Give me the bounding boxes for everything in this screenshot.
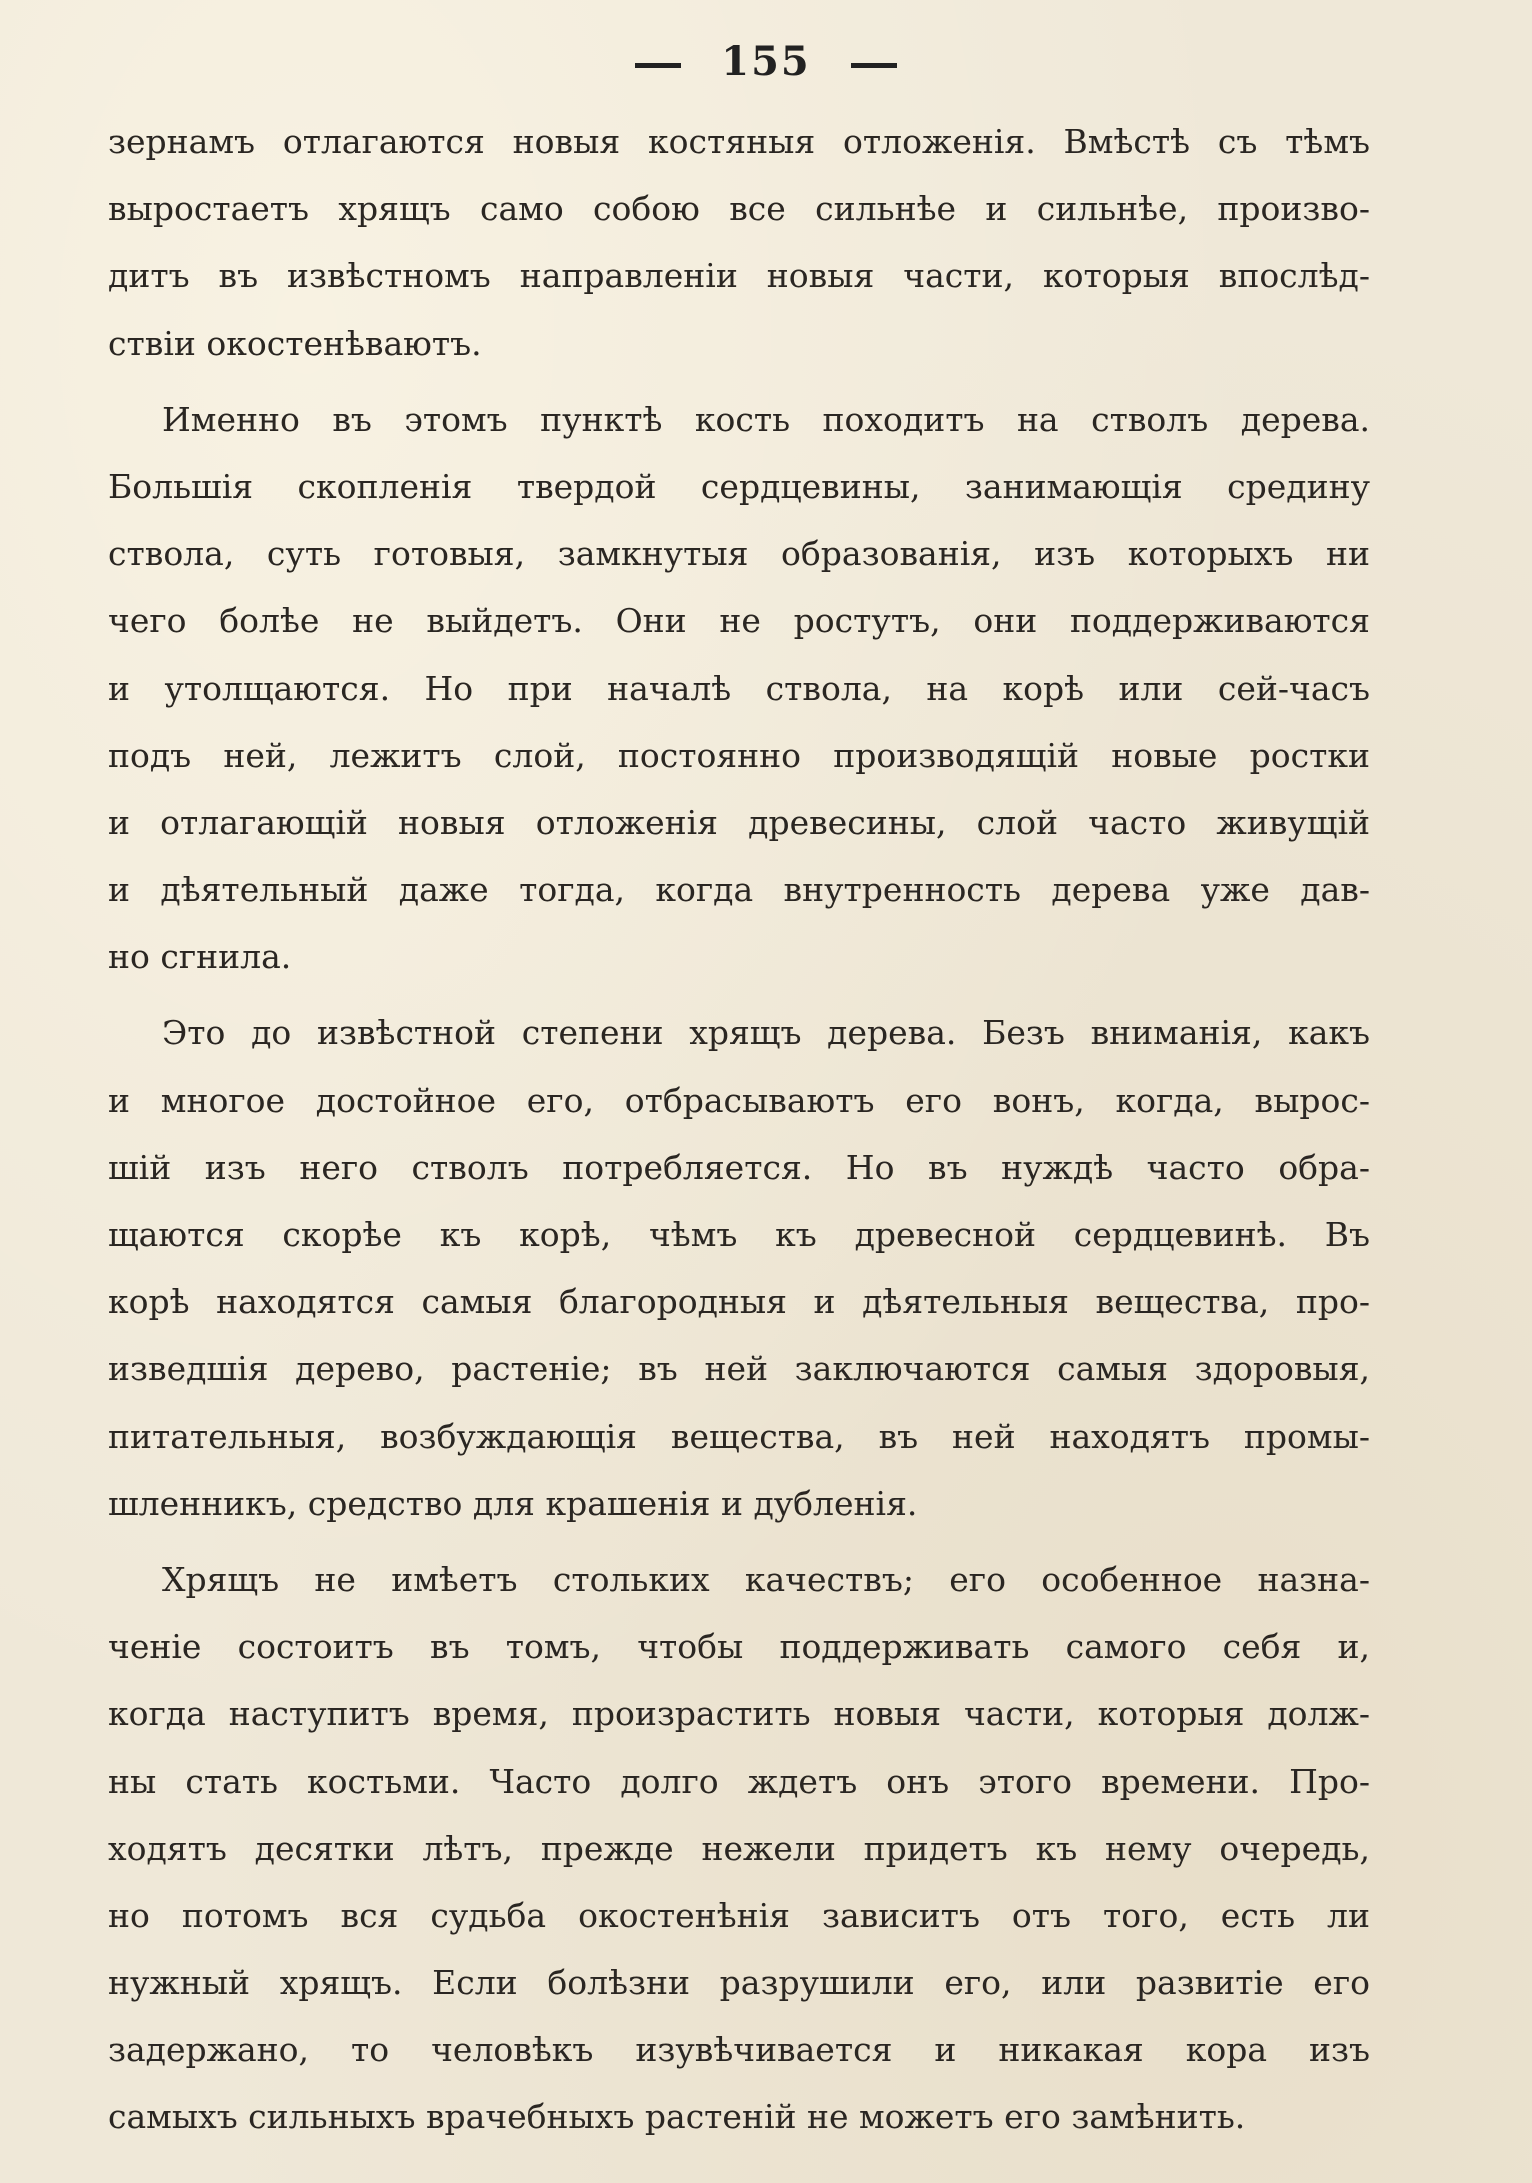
paragraph: [108, 108, 1370, 377]
text-line: ходятъ десятки лѣтъ, прежде нежели придетъ къ нему очередь,: [108, 1828, 1370, 1868]
page-number: 155: [721, 38, 811, 85]
text-line: корѣ находятся самыя благородныя и дѣятельныя вещества, про-: [108, 1282, 1370, 1322]
page-header: [0, 38, 1532, 85]
paragraph: [108, 386, 1370, 991]
text-line: зернамъ отлагаются новыя костяныя отложенія. Вмѣстѣ съ тѣмъ: [108, 122, 1370, 161]
text-line: питательныя, возбуждающія вещества, въ ней находятъ промы-: [108, 1416, 1370, 1456]
header-dash-left: [635, 63, 681, 68]
text-line: дитъ въ извѣстномъ направленіи новыя части, которыя впослѣд-: [108, 256, 1370, 296]
text-line: и утолщаются. Но при началѣ ствола, на корѣ или сей-часъ: [108, 668, 1370, 708]
text-line: выростаетъ хрящъ само собою все сильнѣе и сильнѣе, произво-: [108, 189, 1370, 229]
text-line: и дѣятельный даже тогда, когда внутренность дерева уже дав-: [108, 870, 1370, 910]
text-line: ны стать костьми. Часто долго ждетъ онъ этого времени. Про-: [108, 1761, 1370, 1801]
text-line: задержано, то человѣкъ изувѣчивается и никакая кора изъ: [108, 2030, 1370, 2070]
text-line: ствола, суть готовыя, замкнутыя образованія, изъ которыхъ ни: [108, 534, 1370, 574]
text-line: щаются скорѣе къ корѣ, чѣмъ къ древесной сердцевинѣ. Въ: [108, 1215, 1370, 1254]
text-line: шленникъ, средство для крашенія и дубленія.: [108, 1483, 918, 1523]
text-line: Именно въ этомъ пунктѣ кость походитъ на стволъ дерева.: [162, 399, 1370, 439]
text-line: изведшія дерево, растеніе; въ ней заключаются самыя здоровыя,: [108, 1349, 1370, 1389]
text-line: Хрящъ не имѣетъ стольких качествъ; его особенное назна-: [162, 1559, 1370, 1599]
text-line: но сгнила.: [108, 937, 292, 977]
text-line: подъ ней, лежитъ слой, постоянно производящій новые ростки: [108, 735, 1370, 775]
text-line: самыхъ сильныхъ врачебныхъ растеній не можетъ его замѣнить.: [108, 2097, 1246, 2137]
body-text: [108, 108, 1370, 2151]
text-line: и отлагающій новыя отложенія древесины, слой часто живущій: [108, 802, 1370, 842]
header-dash-right: [851, 63, 897, 68]
paragraph: [108, 999, 1370, 1537]
text-line: шій изъ него стволъ потребляется. Но въ нуждѣ часто обра-: [108, 1147, 1370, 1187]
text-line: и многое достойное его, отбрасываютъ его вонъ, когда, вырос-: [108, 1080, 1370, 1120]
text-line: чего болѣе не выйдетъ. Они не ростутъ, они поддерживаются: [108, 601, 1370, 641]
text-line: ченіе состоитъ въ томъ, чтобы поддерживать самого себя и,: [108, 1627, 1370, 1667]
text-line: когда наступитъ время, произрастить новыя части, которыя долж-: [108, 1694, 1370, 1734]
text-line: но потомъ вся судьба окостенѣнія зависитъ отъ того, есть ли: [108, 1895, 1370, 1935]
text-line: ствіи окостенѣваютъ.: [108, 323, 482, 363]
paragraph: [108, 1546, 1370, 2151]
text-line: нужный хрящъ. Если болѣзни разрушили его, или развитіе его: [108, 1963, 1370, 2003]
text-line: Большія скопленія твердой сердцевины, занимающія средину: [108, 466, 1370, 506]
text-line: Это до извѣстной степени хрящъ дерева. Безъ вниманія, какъ: [162, 1013, 1370, 1053]
